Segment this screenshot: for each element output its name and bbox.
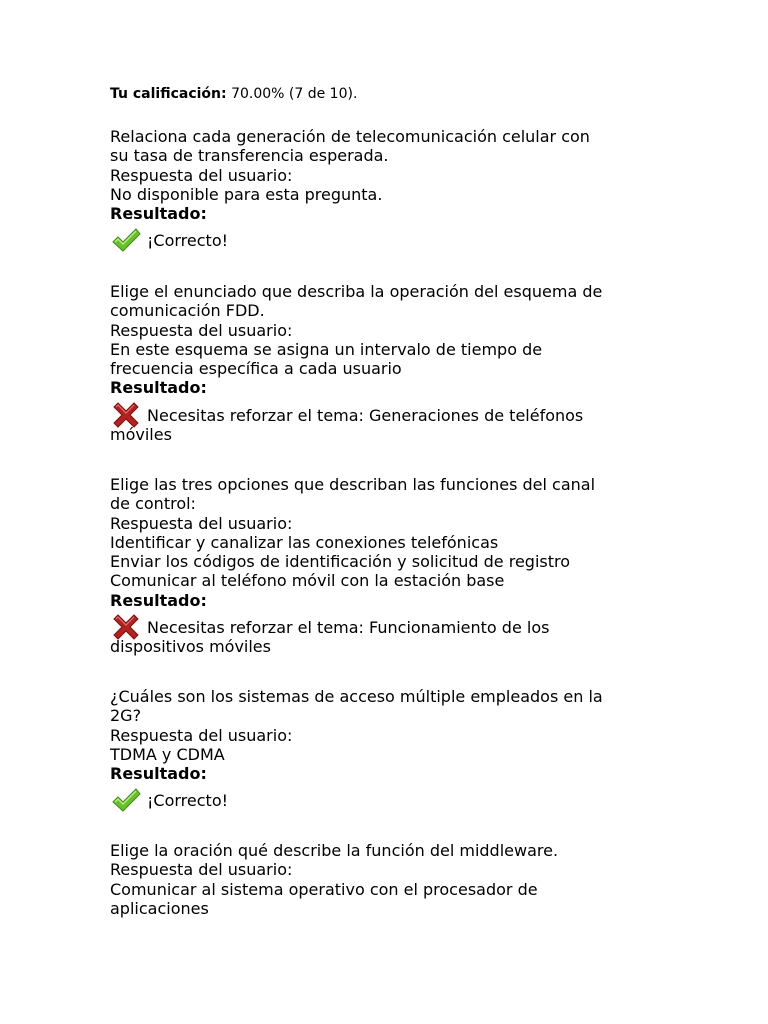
user-answer-text: Comunicar al sistema operativo con el procesador de bbox=[110, 879, 538, 899]
question-text: comunicación FDD. bbox=[110, 301, 265, 321]
result-row bbox=[110, 618, 670, 657]
question-text: Relaciona cada generación de telecomunicación celular con bbox=[110, 127, 590, 146]
question-block-5 bbox=[110, 841, 670, 918]
result-text: Necesitas reforzar el tema: Funcionamiento de los bbox=[147, 618, 550, 638]
user-answer-label: Respuesta del usuario: bbox=[110, 725, 293, 745]
question-block-3 bbox=[110, 475, 670, 657]
question-text: ¿Cuáles son los sistemas de acceso múltiple empleados en la bbox=[110, 687, 603, 706]
user-answer-text: Enviar los códigos de identificación y solicitud de registro bbox=[110, 552, 571, 572]
result-text: ¡Correcto! bbox=[147, 791, 229, 811]
question-text: su tasa de transferencia esperada. bbox=[110, 146, 389, 166]
user-answer-text: aplicaciones bbox=[110, 898, 209, 918]
question-block-2 bbox=[110, 282, 670, 444]
user-answer-text: Comunicar al teléfono móvil con la estación base bbox=[110, 571, 505, 591]
result-row bbox=[110, 406, 670, 445]
result-text: dispositivos móviles bbox=[110, 637, 271, 657]
question-block-4 bbox=[110, 687, 670, 821]
result-label: Resultado: bbox=[110, 378, 207, 398]
user-answer-label: Respuesta del usuario: bbox=[110, 320, 293, 340]
grade-label: Tu calificación: bbox=[110, 86, 227, 102]
user-answer-text: frecuencia específica a cada usuario bbox=[110, 359, 402, 379]
question-text: Elige las tres opciones que describan las funciones del canal bbox=[110, 475, 596, 494]
grade-value: 70.00% (7 de 10). bbox=[231, 86, 358, 102]
question-text: de control: bbox=[110, 494, 196, 514]
cross-icon bbox=[110, 400, 142, 432]
result-text: ¡Correcto! bbox=[147, 231, 229, 251]
question-block-1 bbox=[110, 127, 670, 261]
grade-line bbox=[110, 85, 357, 103]
user-answer-text: No disponible para esta pregunta. bbox=[110, 184, 383, 204]
user-answer-text: Identificar y canalizar las conexiones telefónicas bbox=[110, 532, 499, 552]
result-row bbox=[110, 231, 670, 261]
user-answer-label: Respuesta del usuario: bbox=[110, 165, 293, 185]
user-answer-text: TDMA y CDMA bbox=[110, 744, 225, 764]
checkmark-icon bbox=[110, 225, 142, 257]
cross-icon bbox=[110, 612, 142, 644]
question-text: 2G? bbox=[110, 706, 142, 726]
question-text: Elige la oración qué describe la función del middleware. bbox=[110, 841, 559, 860]
result-row bbox=[110, 791, 670, 821]
user-answer-text: En este esquema se asigna un intervalo de tiempo de bbox=[110, 339, 543, 359]
result-text: Necesitas reforzar el tema: Generaciones de teléfonos bbox=[147, 405, 584, 425]
checkmark-icon bbox=[110, 785, 142, 817]
question-text: Elige el enunciado que describa la operación del esquema de bbox=[110, 282, 603, 301]
result-label: Resultado: bbox=[110, 764, 207, 784]
result-label: Resultado: bbox=[110, 204, 207, 224]
result-label: Resultado: bbox=[110, 590, 207, 610]
result-text: móviles bbox=[110, 425, 172, 445]
user-answer-label: Respuesta del usuario: bbox=[110, 860, 293, 880]
user-answer-label: Respuesta del usuario: bbox=[110, 513, 293, 533]
